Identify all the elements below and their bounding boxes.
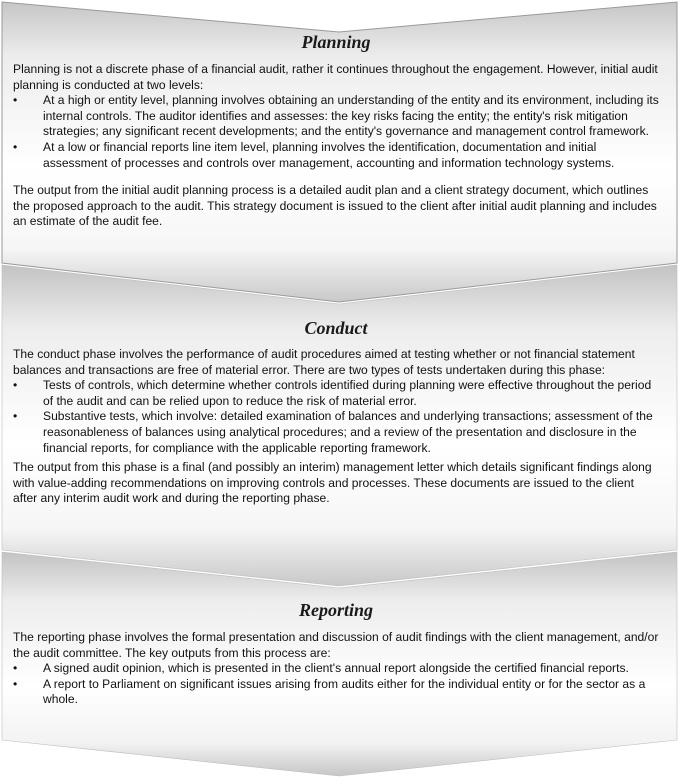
list-item — [13, 140, 659, 171]
section-intro: The reporting phase involves the formal presentation and discussion of audit findings with the client management, and/or the audit committee. The key outputs from this process are: — [13, 630, 659, 660]
section-outro: The output from this phase is a final (and possibly an interim) management letter which details significant findings along with value-adding recommendations on improving controls and processes. These documents are issued to the client after any interim audit work and during the reporting phase. — [13, 460, 652, 506]
bullet-list — [13, 378, 659, 456]
bullet-icon: • — [13, 409, 18, 424]
section-outro: The output from the initial audit planning process is a detailed audit plan and a client strategy document, which outlines the proposed approach to the audit. This strategy document is issued to the client after initial audit planning and includes an estimate of the audit fee. — [13, 183, 657, 229]
list-item-text: At a low or financial reports line item level, planning involves the identification, documentation and initial assessment of processes and controls over management, accounting and information technology systems. — [43, 139, 615, 170]
planning-section — [0, 31, 679, 230]
bullet-icon: • — [13, 661, 18, 676]
reporting-section — [0, 599, 679, 708]
list-item-text: Tests of controls, which determine whether controls identified during planning were effective throughout the period of the audit and can be relied upon to reduce the risk of material error. — [43, 378, 652, 408]
bullet-icon: • — [13, 378, 18, 393]
bullet-list — [13, 661, 659, 708]
list-item — [13, 378, 659, 409]
list-item-text: At a high or entity level, planning involves obtaining an understanding of the entity and its environment, including its internal controls. The auditor identifies and assesses: the key risks facing the entity; the entity's risk mitigation strategies; any significant recent developments; and the entity's governance and management control framework. — [43, 93, 659, 139]
bullet-list — [13, 93, 659, 171]
bullet-icon: • — [13, 93, 18, 108]
section-title: Reporting — [298, 600, 373, 620]
section-title: Conduct — [304, 318, 368, 338]
list-item-text: A report to Parliament on significant issues arising from audits either for the individual entity or for the sector as a whole. — [43, 676, 646, 707]
list-item — [13, 409, 659, 456]
bullet-icon: • — [13, 676, 18, 691]
list-item-text: Substantive tests, which involve: detailed examination of balances and underlying transactions; assessment of the reasonableness of balances using analytical procedures; and a review of the presentation and disclosure in the financial reports, for compliance with the applicable reporting framework. — [43, 409, 653, 455]
list-item — [13, 661, 659, 677]
section-intro: Planning is not a discrete phase of a financial audit, rather it continues throughout the engagement. However, initial audit planning is conducted at two levels: — [13, 62, 658, 92]
conduct-section — [0, 317, 679, 507]
list-item — [13, 677, 659, 708]
list-item-text: A signed audit opinion, which is presented in the client's annual report alongside the certified financial reports. — [43, 661, 629, 676]
section-title: Planning — [301, 32, 371, 52]
bullet-icon: • — [13, 139, 18, 154]
list-item — [13, 93, 659, 140]
section-intro: The conduct phase involves the performance of audit procedures aimed at testing whether or not financial statement balances and transactions are free of material error. There are two types of tests undertaken during this phase: — [13, 347, 635, 377]
